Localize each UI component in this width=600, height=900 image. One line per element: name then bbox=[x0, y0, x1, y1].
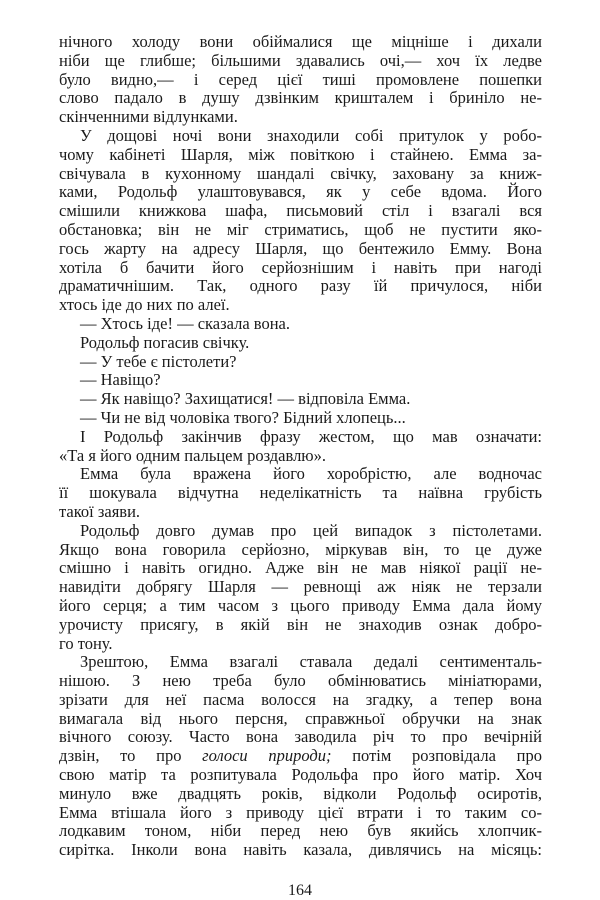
text-line: Зрештою, Емма взагалі ставала дедалі сентименталь- bbox=[80, 652, 542, 672]
paragraph bbox=[59, 409, 542, 428]
text-line: його серця; а тим часом з цього приводу Емма дала йому bbox=[59, 595, 542, 615]
text-line: — Навіщо? bbox=[80, 370, 161, 390]
text-line: слово падало в душу дзвінким кришталем і бриніло не- bbox=[59, 88, 542, 108]
text-line: нішою. З нею треба було обмінюватись мініатюрами, bbox=[59, 671, 542, 691]
text-line: її шокувала відчутна неделікатність та наївна грубість bbox=[59, 483, 542, 503]
text-line: Родольф довго думав про цей випадок з пістолетами. bbox=[80, 520, 542, 540]
text-line: У дощові ночі вони знаходили собі притулок у робо- bbox=[80, 125, 542, 145]
book-page-text bbox=[59, 0, 542, 860]
text-line: Родольф погасив свічку. bbox=[80, 332, 250, 352]
text-line: — Хтось іде! — сказала вона. bbox=[80, 313, 291, 333]
text-line: — У тебе є пістолети? bbox=[80, 351, 237, 371]
text-line: Емма втішала його з приводу цієї втрати і то таким со- bbox=[59, 802, 542, 822]
text-line: свою матір та розпитувала Родольфа про його матір. Хоч bbox=[59, 765, 542, 785]
paragraph bbox=[59, 127, 542, 315]
text-line: смішно і навіть огидно. Адже він не мав ніякої рації не- bbox=[59, 558, 542, 578]
text-line: урочисту присягу, в якій він не знаходив ознак добро- bbox=[59, 614, 542, 634]
text-line: ніби ще глибше; більшими здавались очі,— хоч їх ледве bbox=[59, 50, 542, 70]
text-line: вічного союзу. Часто вона заводила річ то про вечірній bbox=[59, 727, 542, 747]
text-line: минуло вже двадцять років, відколи Родольф осиротів, bbox=[59, 783, 542, 803]
text-line: навидіти добрягу Шарля — ревнощі аж ніяк не терзали bbox=[59, 577, 542, 597]
text-line: ками, Родольф улаштовувався, як у себе вдома. Його bbox=[59, 182, 542, 202]
text-line: смішили книжкова шафа, письмовий стіл і взагалі вся bbox=[59, 201, 542, 221]
text-line: такої заяви. bbox=[59, 501, 141, 521]
text-line: Якщо вона говорила серйозно, міркував він, то це дуже bbox=[59, 539, 542, 559]
text-line: сирітка. Інколи вона навіть казала, дивлячись на місяць: bbox=[59, 840, 542, 860]
text-line: зрізати для неї пасма волосся на згадку, а тепер вона bbox=[59, 689, 542, 709]
paragraph bbox=[59, 371, 542, 390]
paragraph bbox=[59, 334, 542, 353]
paragraph bbox=[59, 315, 542, 334]
text-line: — Чи не від чоловіка твого? Бідний хлопець... bbox=[80, 407, 406, 427]
paragraph bbox=[59, 390, 542, 409]
text-line: Емма була вражена його хоробрістю, але водночас bbox=[80, 464, 542, 484]
paragraph bbox=[59, 33, 542, 127]
text-line: — Як навіщо? Захищатися! — відповіла Емма. bbox=[80, 389, 411, 409]
text-line: було видно,— і серед цієї тиші промовлене пошепки bbox=[59, 69, 542, 89]
paragraph bbox=[59, 653, 542, 860]
paragraph bbox=[59, 428, 542, 466]
paragraph bbox=[59, 465, 542, 521]
text-line: хтось іде до них по алеї. bbox=[59, 295, 230, 315]
text-line: обстановка; він не міг стриматись, щоб не пустити яко- bbox=[59, 219, 542, 239]
text-line: гось жарту на адресу Шарля, що бентежило Емму. Вона bbox=[59, 238, 542, 258]
text-line: го тону. bbox=[59, 633, 113, 653]
text-line: хотіла б бачити його серйознішим і навіть при нагоді bbox=[59, 257, 542, 277]
text-line: скінченними відлунками. bbox=[59, 107, 238, 127]
text-line: дзвін, то про голоси природи; потім розповідала про bbox=[59, 746, 542, 766]
paragraph bbox=[59, 522, 542, 654]
text-line: лодкавим тоном, ніби перед нею був якийсь хлопчик- bbox=[59, 821, 542, 841]
text-line: «Та я його одним пальцем роздавлю». bbox=[59, 445, 327, 465]
text-line: нічного холоду вони обіймалися ще міцніше і дихали bbox=[59, 32, 542, 51]
page-number: 164 bbox=[288, 882, 312, 900]
text-line: свічувала в кухонному шандалі свічку, заховану за книж- bbox=[59, 163, 542, 183]
paragraph bbox=[59, 353, 542, 372]
text-line: драматичнішим. Так, одного разу їй причулося, ніби bbox=[59, 276, 542, 296]
text-line: чому кабінеті Шарля, між повіткою і стайнею. Емма за- bbox=[59, 144, 542, 164]
text-line: І Родольф закінчив фразу жестом, що мав означати: bbox=[80, 426, 542, 446]
text-line: вимагала від нього персня, справжньої обручки на знак bbox=[59, 708, 542, 728]
